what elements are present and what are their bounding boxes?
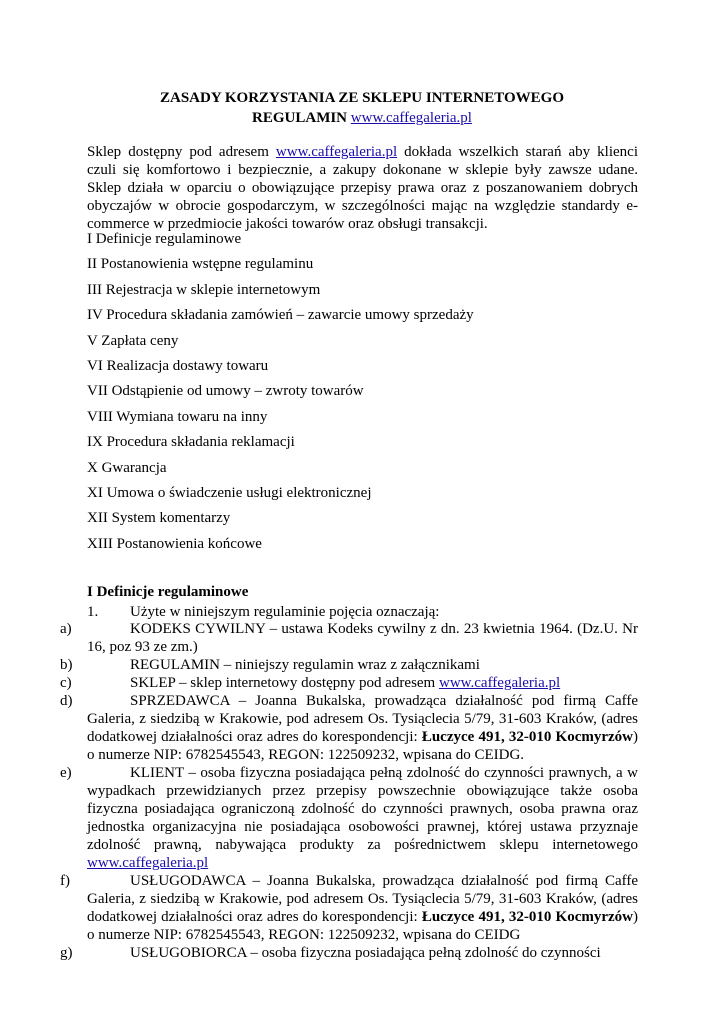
document-title [0, 88, 724, 128]
definition-label: e) [60, 765, 72, 781]
definition-text: KODEKS CYWILNY – ustawa Kodeks cywilny z dn. 23 kwietnia 1964. (Dz.U. Nr 16, poz 93 ze zm.) [87, 621, 638, 655]
definition-label: d) [60, 693, 73, 709]
numbered-item [87, 602, 439, 622]
shop-website-link[interactable]: www.caffegaleria.pl [87, 855, 209, 871]
definition-text [87, 692, 638, 764]
toc-item: III Rejestracja w sklepie internetowym [87, 281, 321, 298]
definition-text-part: ) o numerze NIP: 6782545543, REGON: 122509232, wpisana do CEIDG. [87, 729, 638, 763]
correspondence-address: Łuczyce 491, 32-010 Kocmyrzów [421, 909, 633, 925]
definition-e [0, 764, 724, 872]
toc-item: XI Umowa o świadczenie usługi elektronicznej [87, 484, 372, 501]
definitions-list [0, 620, 724, 962]
section-heading: I Definicje regulaminowe [87, 584, 249, 600]
definition-text-part: USŁUGODAWCA – Joanna Bukalska, prowadząca działalność pod firmą Caffe Galeria, z siedzibą w Krakowie, pod adresem Os. Tysiąclecia 5/79, 31-603 Kraków, (adres dodatkowej działalności oraz adres do korespondencji: [87, 873, 638, 925]
intro-text-before-link: Sklep dostępny pod adresem [87, 144, 269, 160]
intro-text-after-link: dokłada wszelkich starań aby klienci czuli się komfortowo i bezpiecznie, a zakupy dokonane w sklepie były zawsze udane. Sklep działa w oparciu o obowiązujące przepisy prawa oraz z poszanowaniem dobrych obyczajów w obrocie gospodarczym, w szczególności mając na względzie standardy e-commerce w przedmiocie jakości towarów oraz obsługi transakcji. [87, 144, 638, 232]
correspondence-address: Łuczyce 491, 32-010 Kocmyrzów [421, 729, 633, 745]
definition-text-part: ) o numerze NIP: 6782545543, REGON: 122509232, wpisana do CEIDG [87, 909, 638, 943]
table-of-contents [87, 230, 647, 560]
intro-website-link[interactable]: www.caffegaleria.pl [275, 144, 398, 160]
title-line-2 [0, 108, 724, 128]
title-line-1: ZASADY KORZYSTANIA ZE SKLEPU INTERNETOWEGO [160, 90, 564, 106]
toc-item: V Zapłata ceny [87, 332, 179, 349]
toc-item: X Gwarancja [87, 459, 167, 476]
toc-item: IX Procedura składania reklamacji [87, 434, 295, 451]
definition-text [87, 764, 638, 872]
definition-g [0, 944, 724, 962]
toc-item: II Postanowienia wstępne regulaminu [87, 256, 314, 273]
definition-d [0, 692, 724, 764]
toc-item: VII Odstąpienie od umowy – zwroty towarów [87, 383, 364, 400]
definition-label: f) [60, 873, 70, 889]
definition-label: c) [60, 675, 72, 691]
toc-item: XIII Postanowienia końcowe [87, 535, 262, 552]
definition-text-part: KLIENT – osoba fizyczna posiadająca pełną zdolność do czynności prawnych, a w wypadkach przewidzianych przez przepisy powszechnie obowiązujące także osoba fizyczna posiadająca ograniczoną zdolność do czynności prawnych, osoba prawna oraz jednostka organizacyjna nie posiadająca osobowości prawnej, której ustawa przyznaje zdolność prawną, nabywająca produkty za pośrednictwem sklepu internetowego [87, 765, 638, 853]
definition-text: USŁUGOBIORCA – osoba fizyczna posiadająca pełną zdolność do czynności [130, 945, 601, 961]
toc-item: XII System komentarzy [87, 510, 231, 527]
shop-website-link[interactable]: www.caffegaleria.pl [438, 675, 561, 691]
definition-a [0, 620, 724, 656]
title-website-link[interactable]: www.caffegaleria.pl [350, 110, 472, 126]
definition-b [0, 656, 724, 674]
intro-paragraph [87, 143, 638, 233]
item-number: 1. [87, 604, 99, 620]
definition-label: b) [60, 657, 73, 673]
definition-f [0, 872, 724, 944]
definition-label: g) [60, 945, 73, 961]
definition-text [87, 674, 638, 692]
toc-item: VI Realizacja dostawy towaru [87, 357, 269, 374]
title-regulamin: REGULAMIN [252, 110, 348, 126]
toc-item: VIII Wymiana towaru na inny [87, 408, 268, 425]
item-text: Użyte w niniejszym regulaminie pojęcia oznaczają: [130, 604, 440, 620]
definition-text-part: SKLEP – sklep internetowy dostępny pod adresem [130, 675, 436, 691]
definition-c [0, 674, 724, 692]
definition-label: a) [60, 621, 72, 637]
definition-text-part: SPRZEDAWCA – Joanna Bukalska, prowadząca działalność pod firmą Caffe Galeria, z siedzibą w Krakowie, pod adresem Os. Tysiąclecia 5/79, 31-603 Kraków, (adres dodatkowej działalności oraz adres do korespondencji: [87, 693, 638, 745]
toc-item: I Definicje regulaminowe [87, 231, 242, 247]
definition-text [87, 872, 638, 944]
toc-item: IV Procedura składania zamówień – zawarcie umowy sprzedaży [87, 307, 474, 324]
definition-text: REGULAMIN – niniejszy regulamin wraz z załącznikami [130, 657, 480, 673]
